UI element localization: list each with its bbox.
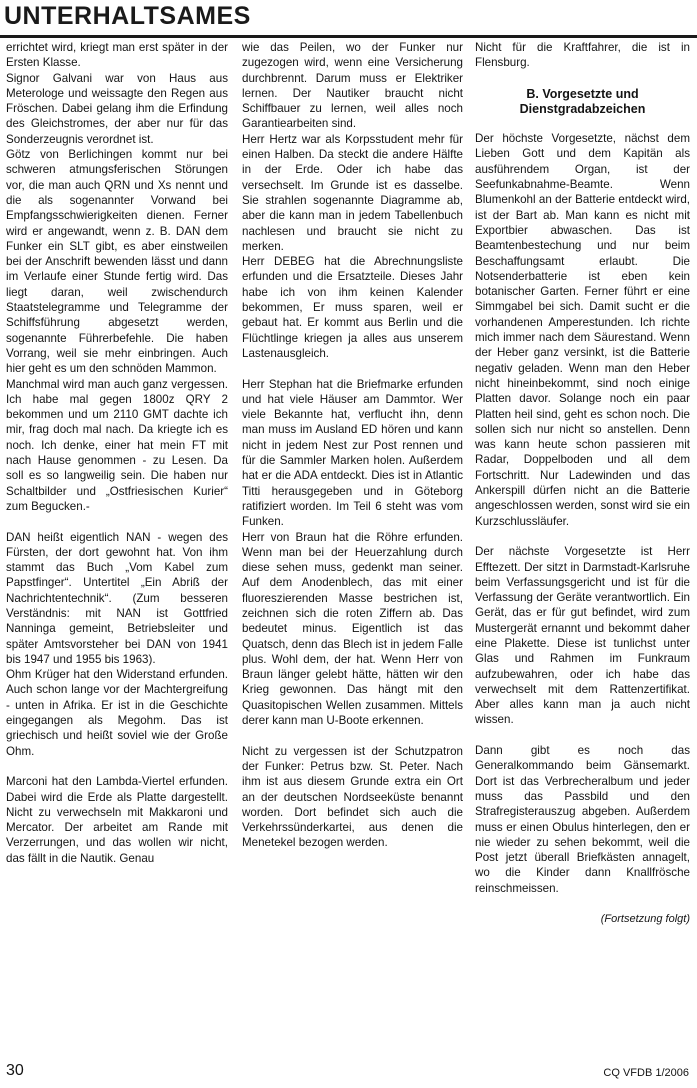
section-title: UNTERHALTSAMES — [4, 2, 251, 30]
paragraph: Herr von Braun hat die Röhre erfunden. Wenn man bei der Heuerzahlung durch diese sehen muss, gedenkt man seiner. Auf dem Anodenblech, das mit einer fluoreszierenden Masse bestrichen ist, zeichnen sich die roten Ziffern ab. Das bedeutet minus. Eigentlich ist das Quatsch, denn das Blech ist in jedem Falle plus. Wohl dem, der hat. Wenn Herr von Braun länger gelebt hätte, hätten wir den Krieg gewonnen. Das hängt mit den Quasitopischen Wellen zusammen. Mittels derer kann man U-Boote erkennen. — [242, 530, 463, 728]
paragraph: Manchmal wird man auch ganz vergessen. Ich habe mal gegen 1800z QRY 2 bekommen und um 2110 GMT dachte ich mir, frag doch mal nach. Da kriegte ich es noch. Ich denke, einer hat mein FT mit nach Hause genommen - zu Lesen. Da soll es so langweilig sein. Die haben nur Schaltbilder und „Ostfriesischen Kurier“ zum Begucken.- — [6, 377, 228, 513]
page-header — [0, 0, 697, 38]
paragraph: Nicht zu vergessen ist der Schutzpatron der Funker: Petrus bzw. St. Peter. Nach ihm ist aus diesem Grunde extra ein Ort an der deutschen Nordseeküste benannt worden. Dort befindet sich auch die Verkehrssünderkartei, aus denen die Menetekel bezogen werden. — [242, 744, 463, 850]
page-number: 30 — [6, 1062, 24, 1079]
paragraph: Signor Galvani war von Haus aus Meterologe und weissagte den Regen aus Fröschen. Dabei gelang ihm die Erfindung des Gleichstromes, der aber nur für das Sonderzeugnis verordnet ist. — [6, 71, 228, 146]
section-heading: B. Vorgesetzte und Dienstgradabzeichen — [519, 86, 646, 116]
continuation-note: (Fortsetzung folgt) — [600, 913, 690, 926]
text-column-1 — [6, 40, 228, 866]
issue-label: CQ VFDB 1/2006 — [603, 1067, 689, 1079]
paragraph: wie das Peilen, wo der Funker nur zugezogen wird, wenn eine Versicherung durchbrennt. Darum muss er Elektriker lernen. Der Nautiker braucht nicht Schiffbauer zu lernen, weil alles noch Garantiearbeiten sind. — [242, 41, 463, 131]
paragraph: Herr Hertz war als Korpsstudent mehr für einen Halben. Da steckt die andere Hälfte in der Erde. Oder ich habe das versechselt. Im Grunde ist es dasselbe. Sie strahlen sogenannte Diagramme ab, aber die kann man in jedem Tabellenbuch nachlesen und braucht sie nicht zu merken. — [242, 132, 463, 253]
paragraph: Ohm Krüger hat den Widerstand erfunden. Auch schon lange vor der Machtergreifung - unten in Afrika. Er ist in die Geschichte eingegangen als Megohm. Das ist griechisch und heißt soviel wie der Große Ohm. — [6, 668, 228, 758]
paragraph: Götz von Berlichingen kommt nur bei schweren atmungsferischen Störungen vor, die man auch QRN und Xs nennt und die als sogenannter Vorwand bei Empfangsschwierigkeiten dienen. Ferner wird er angewandt, wenn z. B. DAN dem Funker ein SLT gibt, es aber einstweilen bei der Anschrift bewenden lässt und dann im Verlaufe einer Stunde fertig wird. Das liegt daran, weil zwischendurch Staatstelegramme und Telegramme der Schiffsführung abgesetzt werden, sogenannte Führerbefehle. Die haben Vorrang, weil sie mehr einbringen. Auch hier geht es um den schnöden Mammon. — [6, 148, 228, 376]
paragraph: Der höchste Vorgesetzte, nächst dem Lieben Gott und dem Kapitän als ausführendem Organ, ist der Seefunkabnahme-Beamte. Wenn Blumenkohl an der Batterie entdeckt wird, ist der Bart ab. Man kann es nicht mit Exportbier abwaschen. Das ist Beamtenbestechung und nur beim Beschaffungsamt erlaubt. Die Notsenderbatterie ist eben kein botanischer Garten. Ferner führt er eine Simmgabel bei sich. Damit sucht er die vorhandenen Amperestunden. Ich richte mich immer nach dem Säurestand. Wenn der Heber ganz versinkt, ist die Batterie negativ geladen. Wenn man den Heber nicht hineinbekommt, sind noch einige Platten davor. Solange noch ein paar Platten heil sind, geht es schon noch. Die sollen sich nur nicht so anstellen. Denn was kann heute schon passieren mit Radar, Doppelboden und all dem Fortschritt. Nur Ladewinden und das Ankerspill dürfen nicht an die Batterie angeschlossen werden, sonst wird sie ein Kurzschlussläufer. — [475, 132, 690, 528]
paragraph: Nicht für die Kraftfahrer, die ist in Flensburg. — [475, 41, 690, 70]
paragraph: Marconi hat den Lambda-Viertel erfunden. Dabei wird die Erde als Platte dargestellt. Nicht zu verwechseln mit Makkaroni und Mercator. Der arbeitet am Rande mit Verzerrungen, und das wollen wir nicht, das fällt in die Nautik. Genau — [6, 775, 228, 865]
paragraph: errichtet wird, kriegt man erst später in der Ersten Klasse. — [6, 41, 228, 70]
paragraph: Dann gibt es noch das Generalkommando beim Gänsemarkt. Dort ist das Verbrecheralbum und jeder muss das Passbild und den Strafregisterauszug abgeben. Außerdem muss er einen Obulus hinterlegen, den er nie wieder zu sehen bekommt, weil die Post jetzt überall Briefkästen annagelt, wo die Kinder dann Knallfrösche reinschmeissen. — [475, 744, 690, 895]
paragraph: Herr Stephan hat die Briefmarke erfunden und hat viele Häuser am Dammtor. Wer viele Bekannte hat, verflucht ihn, denn man muss im Ausland ED hören und kann nicht in jedem Nest zur Post rennen und für die Sammler Marken holen. Außerdem hat er die ADA entdeckt. Dies ist in Atlantic Titti herausgegeben und in Göteborg ratifiziert worden. Im Teil 6 steht was vom Funken. — [242, 377, 463, 529]
text-column-2 — [242, 40, 463, 851]
paragraph: Herr DEBEG hat die Abrechnungsliste erfunden und die Ersatzteile. Dieses Jahr habe ich von ihm keinen Kalender bekommen, Er muss sparen, weil er gebaut hat. Er kommt aus Berlin und die Flüchtlinge kriegen ja alles aus unserem Lastenausgleich. — [242, 255, 463, 360]
paragraph: DAN heißt eigentlich NAN - wegen des Fürsten, der dort gewohnt hat. Von ihm stammt das Buch „Vom Kabel zum Papstfinger“. Untertitel „Ein Abriß der Nachrichtentechnik“. (Zum besseren Verständnis: mit NAN ist Gottfried Nanninga gemeint, Betriebsleiter und später Amtsvorsteher bei DAN von 1941 bis 1947 und 1955 bis 1963). — [6, 530, 228, 666]
paragraph: Der nächste Vorgesetzte ist Herr Efftezett. Der sitzt in Darmstadt-Karlsruhe beim Verfassungsgericht und ist für die Verfassung der Geräte verantwortlich. Ein Gerät, das er für gut befindet, wird zum Mustergerät ernannt und bekommt daher eine Plakette. Diese ist tunlichst unter Glas und Rahmen im Funkraum aufzubewahren, oder ich habe das verwechselt mit dem Rattenzertifikat. Aber alles kann man ja auch nicht wissen. — [475, 545, 690, 727]
text-column-3 — [475, 40, 690, 927]
